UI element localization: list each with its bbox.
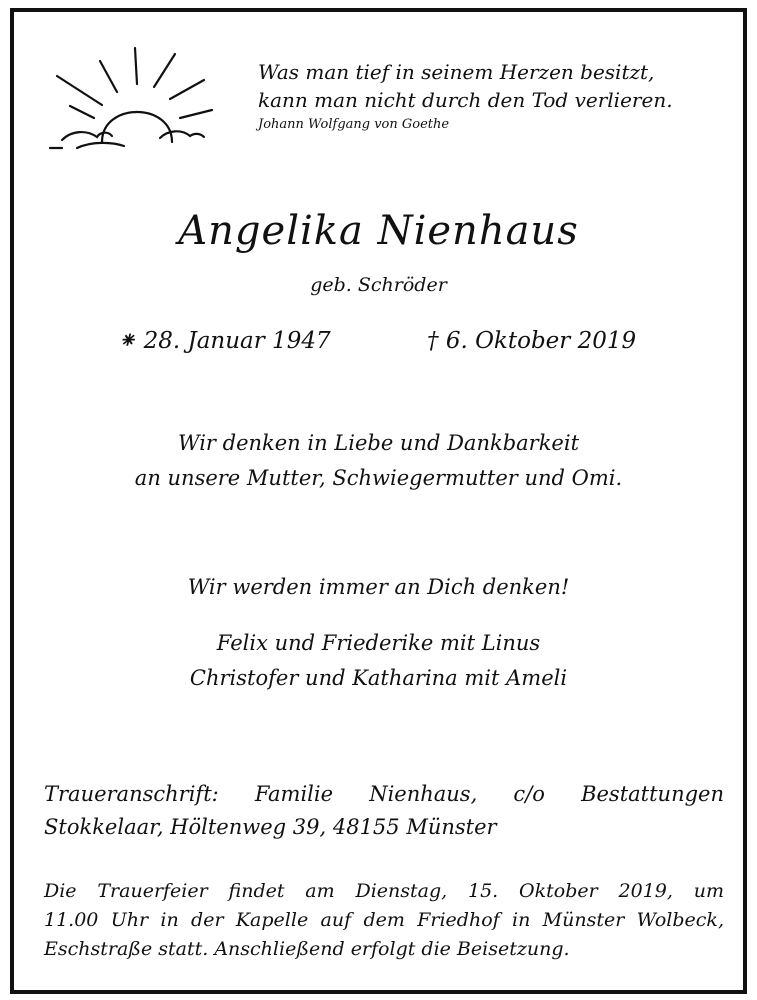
address-line-2: Stokkelaar, Höltenweg 39, 48155 Münster bbox=[44, 815, 497, 839]
service-line-3: Eschstraße statt. Anschließend erfolgt die Beisetzung. bbox=[44, 938, 570, 960]
birth-date: 28. Januar 1947 bbox=[143, 328, 331, 354]
birth-name: geb. Schröder bbox=[310, 274, 447, 296]
birth-star-icon: ⁕ bbox=[117, 328, 137, 354]
family-names bbox=[14, 626, 743, 696]
goethe-quote bbox=[258, 58, 728, 134]
service-line-1: Die Trauerfeier findet am Dienstag, 15. Oktober 2019, um bbox=[44, 880, 724, 902]
address-line-1: Traueranschrift: Familie Nienhaus, c/o Bestattungen bbox=[44, 782, 724, 806]
mourning-address bbox=[44, 778, 724, 844]
death-date: 6. Oktober 2019 bbox=[445, 328, 637, 354]
quote-author: Johann Wolfgang von Goethe bbox=[258, 117, 450, 132]
message-line-2: an unsere Mutter, Schwiegermutter und Omi. bbox=[134, 466, 623, 490]
message-line-1: Wir denken in Liebe und Dankbarkeit bbox=[177, 431, 580, 455]
death-date-line bbox=[427, 328, 636, 354]
birth-date-line bbox=[117, 328, 331, 354]
family-line-2: Christofer und Katharina mit Ameli bbox=[189, 666, 568, 690]
death-cross-icon: † bbox=[427, 328, 439, 354]
remembrance-line: Wir werden immer an Dich denken! bbox=[187, 575, 570, 599]
obituary-frame bbox=[10, 8, 747, 994]
funeral-service-info bbox=[44, 877, 724, 964]
quote-line-2: kann man nicht durch den Tod verlieren. bbox=[258, 88, 673, 112]
remembrance-message bbox=[14, 426, 743, 496]
family-line-1: Felix und Friederike mit Linus bbox=[216, 631, 541, 655]
quote-line-1: Was man tief in seinem Herzen besitzt, bbox=[258, 60, 655, 84]
deceased-name: Angelika Nienhaus bbox=[178, 208, 579, 254]
rising-sun-icon bbox=[42, 42, 222, 152]
service-line-2: 11.00 Uhr in der Kapelle auf dem Friedhof in Münster Wolbeck, bbox=[44, 909, 724, 931]
